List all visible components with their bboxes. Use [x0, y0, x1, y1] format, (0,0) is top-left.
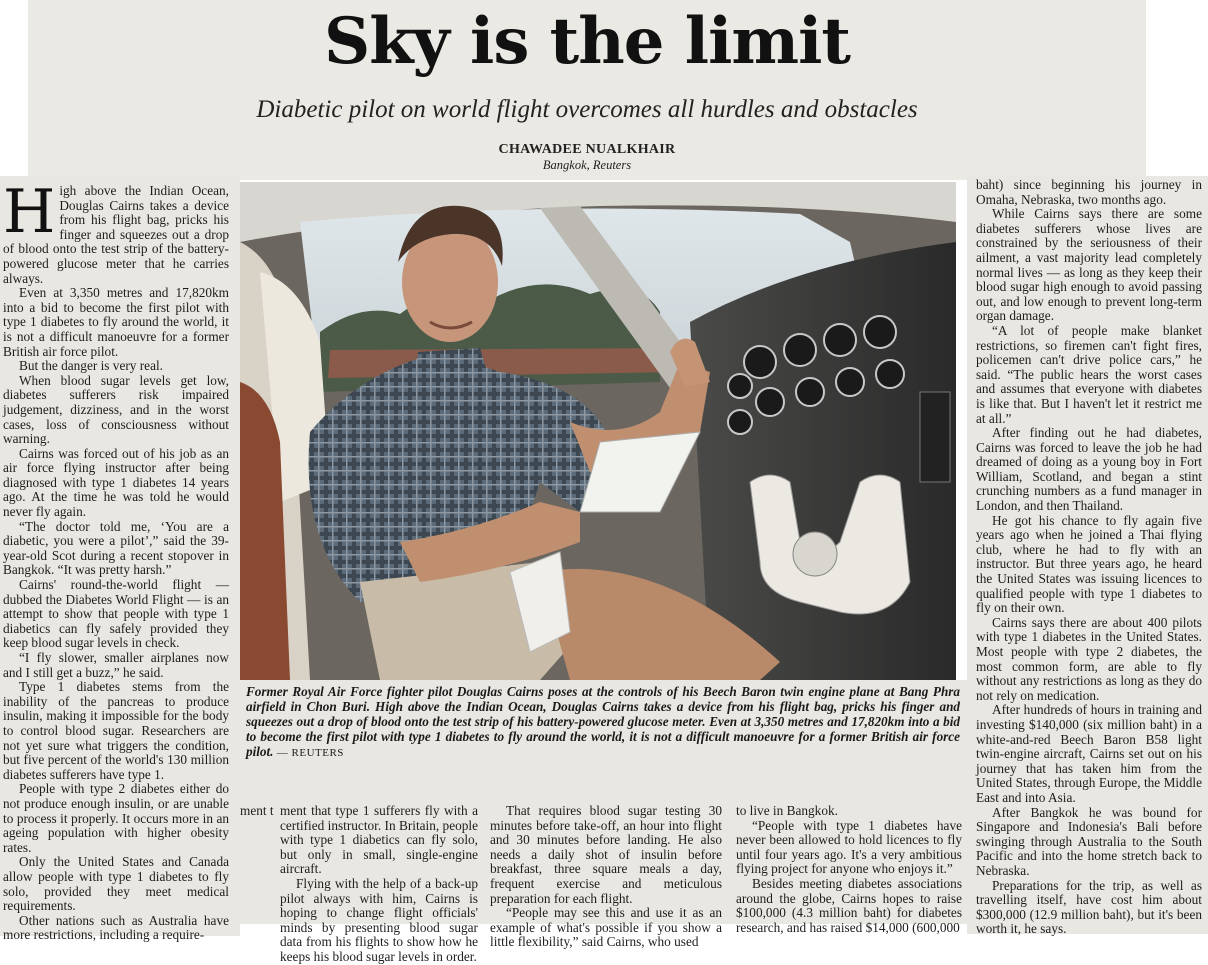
paragraph: Other nations such as Australia have more restrictions, including a require- [3, 912, 229, 943]
paragraph: Besides meeting diabetes associations around the globe, Cairns hopes to raise $100,000 (4.3 million baht) for diabetes research, and has raised $14,000 (600,000 [736, 875, 962, 935]
paragraph: “I fly slower, smaller airplanes now and I still get a buzz,” he said. [3, 650, 229, 680]
paragraph: Even at 3,350 metres and 17,820km into a bid to become the first pilot with type 1 diabetes to fly around the world, it is not a difficult manoeuvre for a former British air force pilot. [3, 285, 229, 359]
paragraph: After hundreds of hours in training and investing $140,000 (six million baht) in a white-and-red Beech Baron B58 light twin-engine aircraft, Cairns set out on his journey that has taken him from the United States, through Europe, the Middle East and into Asia. [976, 702, 1202, 805]
paragraph: baht) since beginning his journey in Omaha, Nebraska, two months ago. [976, 177, 1202, 207]
paragraph: People with type 2 diabetes either do not produce enough insulin, or are unable to process it properly. It occurs more in an ageing population with higher obesity rates. [3, 781, 229, 855]
paragraph: Cairns says there are about 400 pilots with type 1 diabetes in the United States. Most people with type 2 diabetes, the most common form, are able to fly without any restrictions as long as they do not rely on medication. [976, 614, 1202, 703]
headline: Sky is the limit [324, 4, 850, 79]
paragraph: That requires blood sugar testing 30 minutes before take-off, an hour into flight and 30 minutes before landing. He also needs a daily shot of insulin before breakfast, three square meals a day, frequent exercise and meticulous preparation for each flight. [490, 803, 722, 906]
paragraph: High above the Indian Ocean, Douglas Cairns takes a device from his flight bag, pricks his finger and squeezes out a drop of blood onto the test strip of the battery-powered glucose meter that he carries always. [3, 177, 229, 286]
paragraph: ment that type 1 sufferers fly with a certified instructor. In Britain, people with type 1 diabetics can fly solo, but only in small, single-engine aircraft. [280, 803, 478, 877]
instrument-panel [690, 242, 956, 680]
photo-caption: Former Royal Air Force fighter pilot Douglas Cairns poses at the controls of his Beech Baron twin engine plane at Bang Phra airfield in Chon Buri. High above the Indian Ocean, Douglas Cairns takes a device from his flight bag, pricks his finger and squeezes out a drop of blood onto the test strip of his battery-powered glucose meter. Even at 3,350 metres and 17,820km into a bid to become the first pilot with type 1 diabetes to fly around the world, it is not a difficult manoeuvre for a former British air force pilot. — REUTERS [246, 684, 960, 759]
paragraph: After Bangkok he was bound for Singapore and Indonesia's Bali before swinging through Australia to the South Pacific and into the home stretch back to Nebraska. [976, 804, 1202, 878]
paragraph: While Cairns says there are some diabetes sufferers whose lives are constrained by the seriousness of their ailment, a vast majority lead completely normal lives — as long as they keep their blood sugar high enough to avoid passing out, and low enough to prevent long-term organ damage. [976, 206, 1202, 324]
drop-cap: H [3, 177, 56, 247]
paragraph-fragment: ment t [240, 803, 274, 818]
article-column-right [976, 178, 1202, 937]
byline: CHAWADEE NUALKHAIR [498, 142, 676, 157]
left-column-clipping [0, 176, 240, 943]
paragraph: Type 1 diabetes stems from the inability of the pancreas to produce insulin, making it impossible for the body to control blood sugar. Researchers are not yet sure what triggers the condition, but five percent of the world's 130 million diabetes sufferers have type 1. [3, 679, 229, 782]
paragraph: When blood sugar levels get low, diabetes sufferers risk impaired judgement, dizziness, and in the worst cases, loss of consciousness without warning. [3, 372, 229, 447]
headline-clipping [28, 0, 1146, 180]
right-column-clipping [967, 176, 1208, 937]
article-column-left [3, 177, 229, 943]
paragraph: “People with type 1 diabetes have never been allowed to hold licences to fly until four years ago. It's a very ambitious flying project for anyone who enjoys it.” [736, 817, 962, 877]
paragraph: “People may see this and use it as an example of what's possible if you show a little flexibility,” said Cairns, who used [490, 905, 722, 950]
pilot-in-cockpit-photo [240, 182, 956, 680]
paragraph: Only the United States and Canada allow people with type 1 diabetes to fly solo, provided they meet medical requirements. [3, 854, 229, 914]
article-column-middle-2 [490, 804, 722, 950]
photo-illustration [240, 182, 956, 680]
paragraph: Cairns was forced out of his job as an air force flying instructor after being diagnosed with type 1 diabetes 14 years ago. At the time he was told he would never fly again. [3, 445, 229, 520]
subheadline: Diabetic pilot on world flight overcomes all hurdles and obstacles [256, 96, 918, 123]
paragraph: “The doctor told me, ‘You are a diabetic, you were a pilot’,” said the 39-year-old Scot during a recent stopover in Bangkok. “It was pretty harsh.” [3, 518, 229, 578]
article-column-middle-1 [280, 804, 478, 965]
lower-middle-clipping [240, 680, 967, 964]
dateline: Bangkok, Reuters [542, 158, 632, 172]
paragraph: to live in Bangkok. [736, 803, 838, 818]
paragraph: But the danger is very real. [19, 358, 163, 374]
paragraph: Preparations for the trip, as well as travelling itself, have cost him about $300,000 (12.9 million baht), but it's been worth it, he says. [976, 877, 1202, 937]
article-column-middle-3 [736, 804, 962, 935]
paragraph: He got his chance to fly again five years ago when he joined a Thai flying club, where he had to fly with an instructor. But three years ago, he heard the United States was issuing licences to qualified people with type 1 diabetes to fly on their own. [976, 512, 1202, 616]
paragraph: Flying with the help of a back-up pilot always with him, Cairns is hoping to change flight officials' minds by presenting blood sugar data from his flights to show how he keeps his blood sugar levels in order. [280, 875, 478, 964]
paragraph: Cairns' round-the-world flight — dubbed the Diabetes World Flight — is an attempt to show that people with type 1 diabetics can fly safely provided they keep blood sugar levels in check. [3, 577, 229, 651]
paragraph: “A lot of people make blanket restrictions, so firemen can't fight fires, policemen can't drive police cars,” he said. “The public hears the worst cases and assumes that everyone with diabetes is like that. But I haven't let it restrict me at all.” [976, 322, 1202, 426]
paragraph: After finding out he had diabetes, Cairns was forced to leave the job he had dreamed of doing as a young boy in Fort William, Scotland, and began a stint crunching numbers as a fund manager in London, and then Thailand. [976, 425, 1202, 514]
photo-credit: — REUTERS [276, 747, 344, 759]
